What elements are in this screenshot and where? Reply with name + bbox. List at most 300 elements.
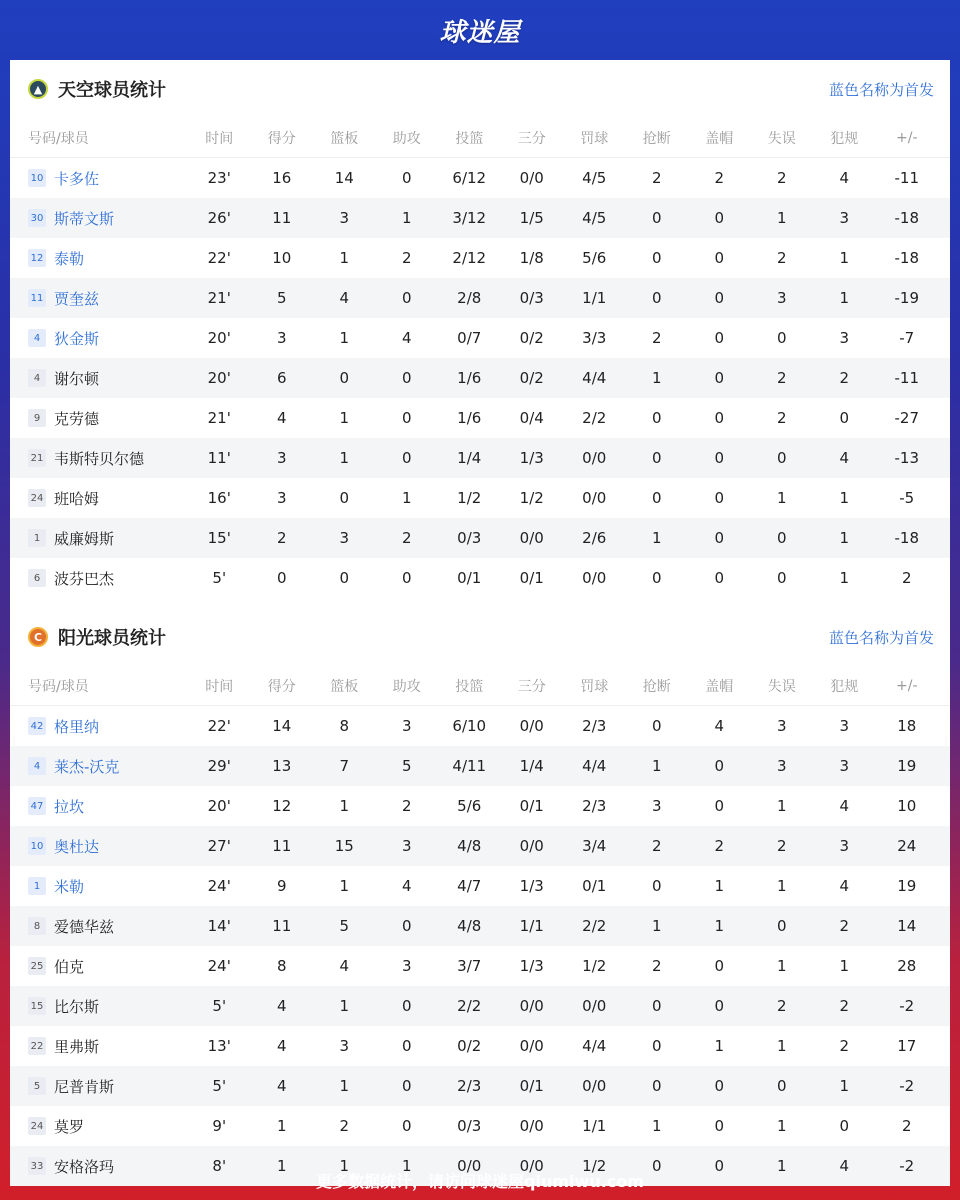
starter-note: 蓝色名称为首发 (828, 628, 934, 647)
stat-cell: 8 (339, 717, 350, 735)
stat-cell: 2 (901, 1117, 912, 1135)
stat-cell: 0/3 (519, 289, 544, 307)
stat-cell: 2/12 (452, 249, 487, 267)
player-name[interactable]: 贾奎兹 (54, 289, 100, 308)
table-row[interactable] (10, 746, 950, 786)
player-cell (10, 488, 188, 509)
stat-cell: 1/2 (582, 957, 607, 975)
stat-cell: 1/1 (582, 1117, 607, 1135)
stat-cell: 0 (401, 289, 412, 307)
column-header: 失误 (767, 678, 796, 695)
stat-cell: 15 (334, 837, 354, 855)
column-header: 篮板 (330, 130, 359, 147)
stat-cell: 16 (272, 169, 292, 187)
stat-cell: -2 (899, 1077, 915, 1095)
stat-cell: 3 (839, 329, 850, 347)
stat-cell: 0/0 (519, 1117, 544, 1135)
table-row[interactable] (10, 478, 950, 518)
stat-cell: 3 (276, 449, 287, 467)
column-header: 三分 (517, 130, 546, 147)
jersey-number: 4 (28, 369, 46, 387)
player-cell (10, 916, 188, 937)
stat-cell: 0/0 (519, 169, 544, 187)
footer-link[interactable]: 更多数据统计，请访问球迷屋qiumiwu.com (316, 1171, 644, 1191)
table-row[interactable] (10, 826, 950, 866)
stat-cell: -5 (899, 489, 915, 507)
stat-cell: 1/8 (519, 249, 544, 267)
stat-cell: 0 (651, 289, 662, 307)
stat-cell: 1 (839, 957, 850, 975)
stat-cell: 2/3 (582, 797, 607, 815)
stat-cell: 3 (401, 837, 412, 855)
stat-cell: -13 (894, 449, 919, 467)
stat-cell: 0 (651, 489, 662, 507)
stat-cell: 0 (339, 369, 350, 387)
player-cell (10, 368, 188, 389)
stat-cell: 22' (207, 717, 231, 735)
stat-cell: 0/2 (519, 329, 544, 347)
jersey-number: 8 (28, 917, 46, 935)
jersey-number: 30 (28, 209, 46, 227)
team-name: 阳光球员统计 (58, 628, 166, 649)
stat-cell: 0 (839, 409, 850, 427)
table-row[interactable] (10, 318, 950, 358)
stat-cell: 3 (776, 757, 787, 775)
stat-cell: 0 (651, 997, 662, 1015)
stat-cell: 12 (272, 797, 292, 815)
stat-cell: 2/8 (457, 289, 482, 307)
stat-cell: 0 (714, 409, 725, 427)
stat-cell: 0 (776, 449, 787, 467)
stat-cell: 0 (776, 529, 787, 547)
player-cell (10, 796, 188, 817)
stat-cell: 1/6 (457, 369, 482, 387)
column-header: 助攻 (392, 678, 421, 695)
stat-cell: 2 (776, 169, 787, 187)
player-name[interactable]: 狄金斯 (54, 329, 100, 348)
stat-cell: 4 (401, 329, 412, 347)
player-name[interactable]: 安格洛玛 (54, 1157, 115, 1176)
stat-cell: 1 (776, 877, 787, 895)
player-name[interactable]: 莫罗 (54, 1117, 85, 1136)
jersey-number: 21 (28, 449, 46, 467)
stat-cell: 0/0 (582, 489, 607, 507)
stat-cell: 0/2 (457, 1037, 482, 1055)
stat-cell: 15' (207, 529, 231, 547)
stat-cell: 26' (207, 209, 231, 227)
column-header: 时间 (205, 678, 234, 695)
stat-cell: 19 (897, 877, 917, 895)
stat-cell: 1 (401, 209, 412, 227)
player-name[interactable]: 斯蒂文斯 (54, 209, 115, 228)
section-header (10, 60, 950, 118)
stat-cell: 1 (339, 409, 350, 427)
stat-cell: 4 (839, 797, 850, 815)
player-cell (10, 1076, 188, 1097)
player-cell (10, 248, 188, 269)
column-header-row (10, 118, 950, 158)
stat-cell: 1/1 (582, 289, 607, 307)
stat-cell: 20' (207, 329, 231, 347)
starter-note: 蓝色名称为首发 (828, 80, 934, 99)
stat-cell: 7 (339, 757, 350, 775)
stat-cell: 0 (401, 1077, 412, 1095)
stat-cell: 1 (401, 1157, 412, 1175)
table-row[interactable] (10, 786, 950, 826)
stat-cell: 24' (207, 957, 231, 975)
stat-cell: 0 (714, 369, 725, 387)
table-row[interactable] (10, 946, 950, 986)
stat-cell: 10 (897, 797, 917, 815)
stat-cell: 1 (776, 1037, 787, 1055)
stat-cell: 1 (651, 369, 662, 387)
stat-cell: 0 (714, 797, 725, 815)
jersey-number: 10 (28, 169, 46, 187)
player-cell (10, 716, 188, 737)
stat-cell: 3 (339, 529, 350, 547)
player-name[interactable]: 爱德华兹 (54, 917, 115, 936)
player-name[interactable]: 拉坎 (54, 797, 85, 816)
stat-cell: 1 (839, 1077, 850, 1095)
stat-cell: 1 (339, 1077, 350, 1095)
stat-cell: 3 (276, 329, 287, 347)
stat-cell: 0 (651, 569, 662, 587)
brand-logo[interactable]: 球迷屋 (439, 17, 521, 48)
stat-cell: 8 (276, 957, 287, 975)
stat-cell: 2 (401, 529, 412, 547)
stat-cell: 1 (714, 1037, 725, 1055)
player-name[interactable]: 格里纳 (54, 717, 100, 736)
player-name[interactable]: 克劳德 (54, 409, 100, 428)
jersey-number: 24 (28, 1117, 46, 1135)
stat-cell: 4 (839, 449, 850, 467)
stat-cell: 5 (276, 289, 287, 307)
column-header: 抢断 (642, 130, 671, 147)
stat-cell: 9' (212, 1117, 227, 1135)
column-header: 罚球 (580, 678, 609, 695)
stat-cell: 0/0 (519, 997, 544, 1015)
stat-cell: 0 (714, 569, 725, 587)
stat-cell: 0 (776, 329, 787, 347)
column-header: 助攻 (392, 130, 421, 147)
stat-cell: 2 (776, 997, 787, 1015)
stat-cell: 2/2 (457, 997, 482, 1015)
stat-cell: -27 (894, 409, 919, 427)
stat-cell: 4 (714, 717, 725, 735)
stat-cell: 0 (651, 449, 662, 467)
player-cell (10, 996, 188, 1017)
jersey-number: 4 (28, 757, 46, 775)
stat-cell: 14 (334, 169, 354, 187)
player-name[interactable]: 班哈姆 (54, 489, 100, 508)
stat-cell: 4/4 (582, 1037, 607, 1055)
player-cell (10, 168, 188, 189)
stat-cell: 1 (714, 917, 725, 935)
stat-cell: 2/3 (457, 1077, 482, 1095)
stat-cell: 2 (901, 569, 912, 587)
jersey-number: 22 (28, 1037, 46, 1055)
stat-cell: 4 (339, 289, 350, 307)
sun-logo-icon: C (28, 627, 48, 647)
stat-cell: 1 (339, 1157, 350, 1175)
table-row[interactable] (10, 866, 950, 906)
stat-cell: 0 (714, 957, 725, 975)
stat-cell: 1 (776, 489, 787, 507)
stat-cell: 2 (276, 529, 287, 547)
table-row[interactable] (10, 358, 950, 398)
stat-cell: 14 (272, 717, 292, 735)
stat-cell: 2 (776, 369, 787, 387)
stat-cell: 0 (401, 1117, 412, 1135)
table-row[interactable] (10, 518, 950, 558)
stat-cell: 4 (276, 409, 287, 427)
stat-cell: 1/3 (519, 957, 544, 975)
stat-cell: 1 (839, 489, 850, 507)
stat-cell: 0 (401, 1037, 412, 1055)
stat-cell: 5/6 (582, 249, 607, 267)
team-title (28, 624, 166, 650)
stat-cell: 4 (276, 1077, 287, 1095)
player-cell (10, 288, 188, 309)
stat-cell: 4 (839, 1157, 850, 1175)
stat-cell: 1 (339, 329, 350, 347)
stat-cell: 1 (339, 997, 350, 1015)
stat-cell: 0 (401, 169, 412, 187)
table-row[interactable] (10, 198, 950, 238)
stat-cell: 1 (339, 877, 350, 895)
stat-cell: 0/3 (457, 1117, 482, 1135)
table-row[interactable] (10, 706, 950, 746)
stat-cell: 0/1 (519, 1077, 544, 1095)
stat-cell: 0/0 (582, 449, 607, 467)
stat-cell: 2/2 (582, 409, 607, 427)
stat-cell: 28 (897, 957, 917, 975)
table-row[interactable] (10, 1066, 950, 1106)
stat-cell: 4 (839, 877, 850, 895)
column-header: 篮板 (330, 678, 359, 695)
player-cell (10, 408, 188, 429)
stat-cell: 0 (651, 1077, 662, 1095)
jersey-number: 42 (28, 717, 46, 735)
stat-cell: 19 (897, 757, 917, 775)
stat-cell: 0 (714, 1157, 725, 1175)
stat-cell: 0/2 (519, 369, 544, 387)
column-header: 号码/球员 (28, 130, 89, 147)
stat-cell: 0/0 (519, 1157, 544, 1175)
stat-cell: 4 (839, 169, 850, 187)
jersey-number: 6 (28, 569, 46, 587)
column-header-row (10, 666, 950, 706)
stat-cell: 3 (839, 717, 850, 735)
column-header: 抢断 (642, 678, 671, 695)
stat-cell: 5' (212, 1077, 227, 1095)
stat-cell: 0 (401, 997, 412, 1015)
stat-cell: 3 (776, 717, 787, 735)
column-header: 犯规 (830, 678, 859, 695)
stat-cell: 1 (651, 1117, 662, 1135)
stat-cell: 3 (401, 957, 412, 975)
stat-cell: 1/5 (519, 209, 544, 227)
jersey-number: 25 (28, 957, 46, 975)
stat-cell: 1 (276, 1157, 287, 1175)
stat-cell: 13' (207, 1037, 231, 1055)
jersey-number: 33 (28, 1157, 46, 1175)
stat-cell: 2 (339, 1117, 350, 1135)
table-row[interactable] (10, 906, 950, 946)
player-name[interactable]: 泰勒 (54, 249, 85, 268)
column-header: 三分 (517, 678, 546, 695)
stat-cell: 0/0 (519, 837, 544, 855)
stat-cell: 14' (207, 917, 231, 935)
player-cell (10, 836, 188, 857)
player-cell (10, 876, 188, 897)
stat-cell: 1 (776, 957, 787, 975)
jersey-number: 1 (28, 529, 46, 547)
player-name[interactable]: 米勒 (54, 877, 85, 896)
table-row[interactable] (10, 1106, 950, 1146)
stat-cell: 0 (776, 1077, 787, 1095)
stat-cell: 0 (651, 717, 662, 735)
stat-cell: 1 (276, 1117, 287, 1135)
stat-cell: 2 (839, 917, 850, 935)
stat-cell: 0/0 (457, 1157, 482, 1175)
sky-logo-icon: ▲ (28, 79, 48, 99)
stat-cell: 0 (651, 209, 662, 227)
stat-cell: 0/4 (519, 409, 544, 427)
table-row[interactable] (10, 1026, 950, 1066)
player-name[interactable]: 莱杰-沃克 (54, 757, 120, 776)
stat-cell: 0 (651, 249, 662, 267)
stat-cell: 5 (339, 917, 350, 935)
stat-cell: 1/6 (457, 409, 482, 427)
stat-cell: 1 (651, 757, 662, 775)
stat-cell: 0 (401, 449, 412, 467)
stat-cell: 0 (651, 409, 662, 427)
stat-cell: 2/6 (582, 529, 607, 547)
stat-cell: 0 (714, 289, 725, 307)
player-cell (10, 1116, 188, 1137)
stat-cell: 0 (401, 569, 412, 587)
player-name[interactable]: 波芬巴杰 (54, 569, 115, 588)
player-cell (10, 448, 188, 469)
stat-cell: 3/12 (452, 209, 487, 227)
stat-cell: 0/0 (519, 529, 544, 547)
player-cell (10, 1036, 188, 1057)
table-row[interactable] (10, 278, 950, 318)
stat-cell: 1 (839, 569, 850, 587)
stat-cell: 2 (839, 997, 850, 1015)
stat-cell: 0/1 (582, 877, 607, 895)
stat-cell: 4/4 (582, 369, 607, 387)
stat-cell: 4 (276, 1037, 287, 1055)
player-name[interactable]: 伯克 (54, 957, 85, 976)
stat-cell: 0 (714, 489, 725, 507)
table-row[interactable] (10, 158, 950, 198)
player-name[interactable]: 卡多佐 (54, 169, 100, 188)
table-row[interactable] (10, 558, 950, 598)
stat-cell: -7 (899, 329, 915, 347)
column-header: 失误 (767, 130, 796, 147)
player-name[interactable]: 奥杜达 (54, 837, 100, 856)
stat-cell: 3/7 (457, 957, 482, 975)
stat-cell: -11 (894, 369, 919, 387)
jersey-number: 11 (28, 289, 46, 307)
stat-cell: 1 (339, 449, 350, 467)
stat-cell: 0 (714, 1117, 725, 1135)
stat-cell: 3 (839, 209, 850, 227)
table-row[interactable] (10, 438, 950, 478)
stat-cell: 4/11 (452, 757, 487, 775)
player-name[interactable]: 尼普肯斯 (54, 1077, 115, 1096)
table-row[interactable] (10, 238, 950, 278)
stat-cell: 2 (839, 1037, 850, 1055)
stat-cell: 0/0 (519, 717, 544, 735)
column-header: 得分 (267, 130, 296, 147)
section-header (10, 608, 950, 666)
column-header: 盖帽 (705, 678, 734, 695)
stat-cell: 20' (207, 369, 231, 387)
column-header: 投篮 (455, 130, 484, 147)
stat-cell: 1 (839, 249, 850, 267)
stat-cell: 2 (776, 409, 787, 427)
player-name[interactable]: 韦斯特贝尔德 (54, 449, 145, 468)
stat-cell: 0/3 (457, 529, 482, 547)
stat-cell: 2 (839, 369, 850, 387)
stat-cell: -19 (894, 289, 919, 307)
stat-cell: -18 (894, 529, 919, 547)
stat-cell: -18 (894, 209, 919, 227)
stat-cell: 0 (714, 757, 725, 775)
stat-cell: 0 (776, 917, 787, 935)
stat-cell: 24 (897, 837, 917, 855)
stat-cell: -18 (894, 249, 919, 267)
stat-cell: 3 (651, 797, 662, 815)
stat-cell: 1/2 (457, 489, 482, 507)
stat-cell: 4/8 (457, 917, 482, 935)
stat-cell: 1 (651, 529, 662, 547)
stat-cell: 0/0 (582, 997, 607, 1015)
column-header: +/- (896, 677, 918, 694)
stat-cell: 2/2 (582, 917, 607, 935)
player-name[interactable]: 比尔斯 (54, 997, 100, 1016)
stat-cell: 13 (272, 757, 292, 775)
player-name[interactable]: 里弗斯 (54, 1037, 100, 1056)
section-gap (10, 598, 950, 608)
stat-cell: 0 (339, 489, 350, 507)
jersey-number: 4 (28, 329, 46, 347)
stat-cell: 3 (276, 489, 287, 507)
stat-cell: 1/1 (519, 917, 544, 935)
stat-cell: 4/5 (582, 169, 607, 187)
stat-cell: 2 (776, 837, 787, 855)
player-cell (10, 208, 188, 229)
stat-cell: 3 (339, 1037, 350, 1055)
stat-cell: 27' (207, 837, 231, 855)
stat-cell: 16' (207, 489, 231, 507)
stat-cell: 0 (401, 409, 412, 427)
stat-cell: 0 (401, 369, 412, 387)
column-header: 罚球 (580, 130, 609, 147)
player-cell (10, 328, 188, 349)
stat-cell: 0 (714, 449, 725, 467)
table-row[interactable] (10, 398, 950, 438)
stat-cell: 3 (839, 757, 850, 775)
stat-cell: 9 (276, 877, 287, 895)
player-name[interactable]: 谢尔顿 (54, 369, 100, 388)
player-name[interactable]: 威廉姆斯 (54, 529, 115, 548)
stat-cell: 1 (339, 797, 350, 815)
table-row[interactable] (10, 986, 950, 1026)
